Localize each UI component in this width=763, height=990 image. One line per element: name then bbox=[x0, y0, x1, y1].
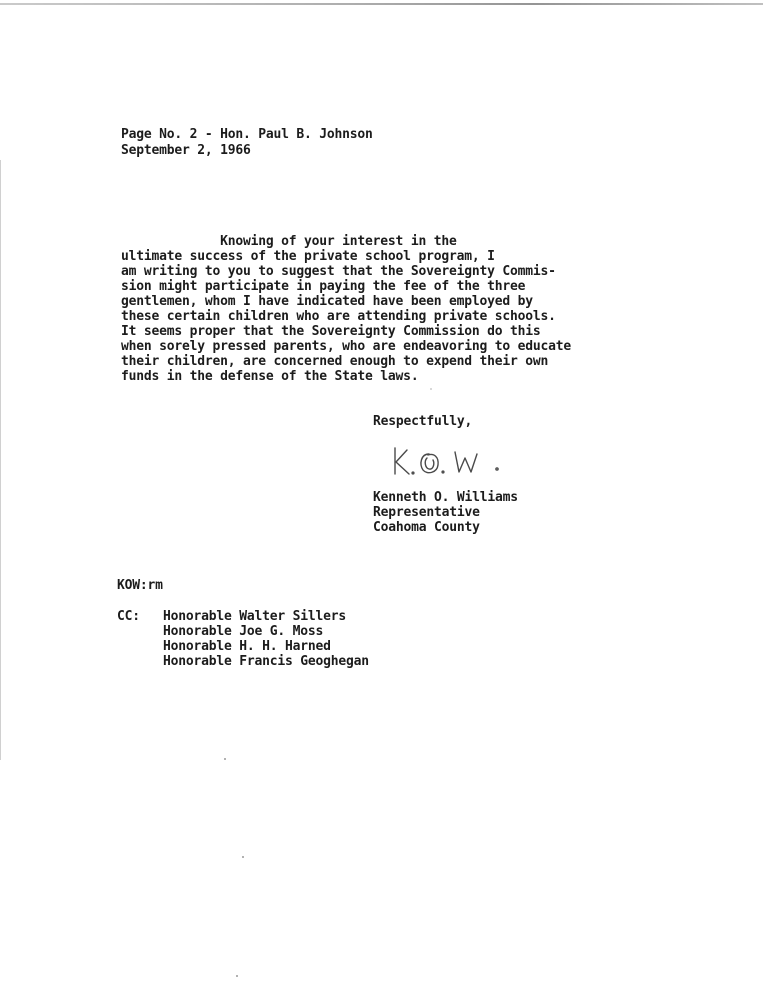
signer-county: Coahoma County bbox=[373, 520, 480, 535]
closing-salutation: Respectfully, bbox=[373, 414, 473, 429]
cc-recipient: Honorable H. H. Harned bbox=[163, 639, 331, 654]
body-line: ultimate success of the private school program, I bbox=[121, 249, 495, 264]
scan-speck bbox=[224, 758, 226, 760]
handwritten-signature bbox=[385, 442, 515, 480]
reference-initials: KOW:rm bbox=[117, 578, 163, 593]
cc-recipient: Honorable Francis Geoghegan bbox=[163, 654, 369, 669]
page-top-edge bbox=[0, 3, 763, 5]
page-left-edge bbox=[0, 160, 1, 760]
body-line: Knowing of your interest in the bbox=[121, 234, 457, 249]
body-line: their children, are concerned enough to expend their own bbox=[121, 354, 549, 369]
body-line: these certain children who are attending private schools. bbox=[121, 309, 556, 324]
body-line: gentlemen, whom I have indicated have been employed by bbox=[121, 294, 533, 309]
body-line: sion might participate in paying the fee of the three bbox=[121, 279, 526, 294]
scan-speck bbox=[242, 856, 244, 858]
cc-label: CC: bbox=[117, 609, 140, 624]
header-line-date: September 2, 1966 bbox=[121, 143, 251, 158]
body-line: funds in the defense of the State laws. bbox=[121, 369, 419, 384]
cc-recipient: Honorable Walter Sillers bbox=[163, 609, 347, 624]
body-line: when sorely pressed parents, who are endeavoring to educate bbox=[121, 339, 571, 354]
body-line: It seems proper that the Sovereignty Commission do this bbox=[121, 324, 541, 339]
signer-title: Representative bbox=[373, 505, 480, 520]
cc-recipient: Honorable Joe G. Moss bbox=[163, 624, 324, 639]
signer-name: Kenneth O. Williams bbox=[373, 490, 518, 505]
scan-speck bbox=[236, 975, 238, 977]
header-line-page: Page No. 2 - Hon. Paul B. Johnson bbox=[121, 127, 373, 142]
scan-speck bbox=[430, 388, 432, 390]
body-line: am writing to you to suggest that the Sovereignty Commis- bbox=[121, 264, 556, 279]
